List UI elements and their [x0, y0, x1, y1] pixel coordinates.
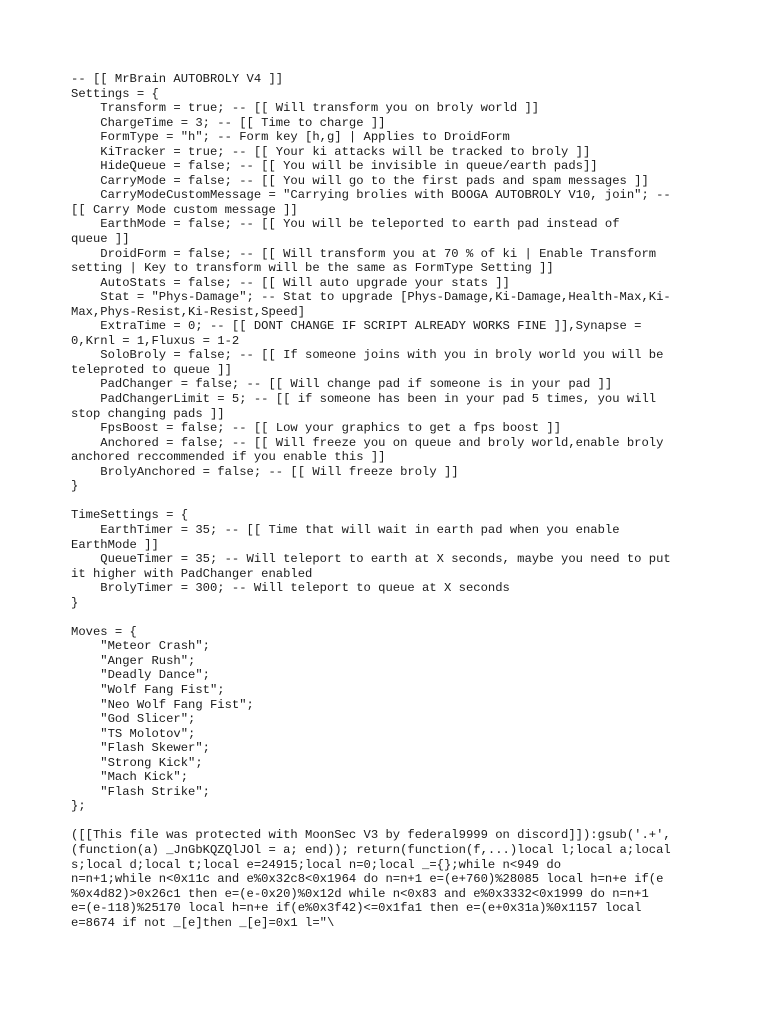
code-line: EarthMode ]] — [71, 537, 159, 552]
code-line: e=(e-118)%25170 local h=n+e if(e%0x3f42)<=0x1fa1 then e=(e+0x31a)%0x1157 local — [71, 901, 642, 916]
code-line: n=n+1;while n<0x11c and e%0x32c8<0x1964 do n=n+1 e=(e+760)%28085 local h=n+e if(e — [71, 872, 664, 887]
code-line — [71, 610, 711, 625]
code-line: }; — [71, 799, 86, 814]
code-line: (function(a) _JnGbKQZQlJOl = a; end)); return(function(f,...)local l;local a;local — [71, 842, 671, 857]
code-line: -- [[ MrBrain AUTOBROLY V4 ]] — [71, 72, 284, 86]
code-line — [71, 814, 711, 829]
code-line: CarryMode = false; -- [[ You will go to the first pads and spam messages ]] — [71, 173, 649, 188]
code-line: CarryModeCustomMessage = "Carrying brolies with BOOGA AUTOBROLY V10, join"; -- — [71, 188, 671, 203]
code-line: 0,Krnl = 1,Fluxus = 1-2 — [71, 333, 240, 348]
code-line: QueueTimer = 35; -- Will teleport to earth at X seconds, maybe you need to put — [71, 552, 671, 567]
code-line: stop changing pads ]] — [71, 406, 225, 421]
code-line — [71, 930, 711, 945]
code-line: Max,Phys-Resist,Ki-Resist,Speed] — [71, 304, 306, 319]
code-line: FormType = "h"; -- Form key [h,g] | Applies to DroidForm — [71, 130, 510, 145]
code-line: } — [71, 595, 79, 610]
code-line: PadChanger = false; -- [[ Will change pad if someone is in your pad ]] — [71, 377, 613, 392]
code-line: "TS Molotov"; — [71, 726, 196, 741]
code-line: "Anger Rush"; — [71, 653, 196, 668]
code-line: "Deadly Dance"; — [71, 668, 210, 683]
code-line: PadChangerLimit = 5; -- [[ if someone has been in your pad 5 times, you will — [71, 392, 657, 407]
code-line: Stat = "Phys-Damage"; -- Stat to upgrade [Phys-Damage,Ki-Damage,Health-Max,Ki- — [71, 290, 671, 305]
code-line: DroidForm = false; -- [[ Will transform you at 70 % of ki | Enable Transform — [71, 246, 657, 261]
code-line: Anchored = false; -- [[ Will freeze you on queue and broly world,enable broly — [71, 435, 664, 450]
code-line: Transform = true; -- [[ Will transform you on broly world ]] — [71, 101, 540, 116]
code-line: e=8674 if not _[e]then _[e]=0x1 l="\ — [71, 915, 335, 930]
code-line: FpsBoost = false; -- [[ Low your graphics to get a fps boost ]] — [71, 421, 562, 436]
code-line: TimeSettings = { — [71, 508, 189, 523]
code-line: ([[This file was protected with MoonSec V3 by federal9999 on discord]]):gsub('.+', — [71, 828, 671, 843]
code-document — [71, 72, 711, 945]
code-line: "Flash Strike"; — [71, 784, 210, 799]
code-line: HideQueue = false; -- [[ You will be invisible in queue/earth pads]] — [71, 159, 598, 174]
code-line: "Meteor Crash"; — [71, 639, 210, 654]
code-line: "Strong Kick"; — [71, 755, 203, 770]
code-line: ExtraTime = 0; -- [[ DONT CHANGE IF SCRIPT ALREADY WORKS FINE ]],Synapse = — [71, 319, 642, 334]
code-line: "Neo Wolf Fang Fist"; — [71, 697, 254, 712]
code-line: [[ Carry Mode custom message ]] — [71, 202, 298, 217]
code-line: ChargeTime = 3; -- [[ Time to charge ]] — [71, 115, 386, 130]
code-line: teleproted to queue ]] — [71, 362, 232, 377]
code-line: EarthMode = false; -- [[ You will be teleported to earth pad instead of — [71, 217, 620, 232]
code-line: "God Slicer"; — [71, 712, 196, 727]
code-line: SoloBroly = false; -- [[ If someone joins with you in broly world you will be — [71, 348, 664, 363]
code-line: it higher with PadChanger enabled — [71, 566, 313, 581]
code-line: setting | Key to transform will be the same as FormType Setting ]] — [71, 261, 554, 276]
code-line: Settings = { — [71, 86, 159, 101]
code-line: BrolyAnchored = false; -- [[ Will freeze broly ]] — [71, 464, 459, 479]
code-line: "Mach Kick"; — [71, 770, 189, 785]
code-line: KiTracker = true; -- [[ Your ki attacks will be tracked to broly ]] — [71, 144, 591, 159]
code-line: } — [71, 479, 79, 494]
code-line: EarthTimer = 35; -- [[ Time that will wait in earth pad when you enable — [71, 522, 620, 537]
code-line: "Wolf Fang Fist"; — [71, 682, 225, 697]
code-line: anchored reccommended if you enable this ]] — [71, 450, 386, 465]
code-line: "Flash Skewer"; — [71, 741, 210, 756]
code-line: Moves = { — [71, 624, 137, 639]
code-line: BrolyTimer = 300; -- Will teleport to queue at X seconds — [71, 581, 510, 596]
code-line: %0x4d82)>0x26c1 then e=(e-0x20)%0x12d while n<0x83 and e%0x3332<0x1999 do n=n+1 — [71, 886, 649, 901]
code-line: s;local d;local t;local e=24915;local n=0;local _={};while n<949 do — [71, 857, 562, 872]
code-line: AutoStats = false; -- [[ Will auto upgrade your stats ]] — [71, 275, 510, 290]
code-line — [71, 494, 711, 509]
code-line: queue ]] — [71, 232, 130, 247]
